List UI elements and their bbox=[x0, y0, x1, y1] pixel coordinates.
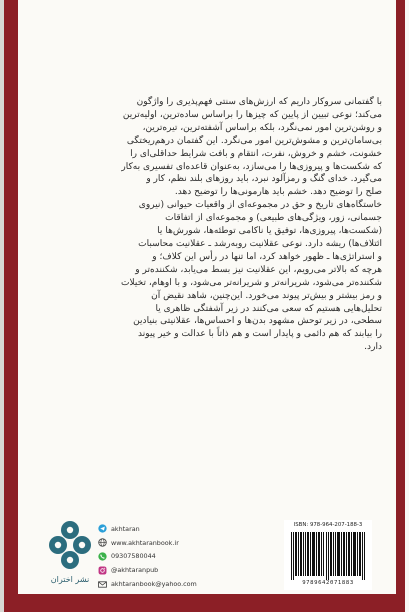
phone-icon bbox=[98, 552, 107, 561]
blurb-line: هرچه که بالاتر می‌رویم، این عقلانیت نیز بسط می‌یابد، شکننده‌تر و bbox=[135, 264, 382, 275]
blurb-line: دارد. bbox=[364, 342, 382, 353]
blurb-line: بی‌سامان‌ترین و مشوش‌ترین امور می‌نگرد. این گفتمان درهم‌ریختگی bbox=[126, 135, 382, 146]
blurb-line: می‌کند؛ نوعی تبیین از پایین که چیزها را براساس ساده‌ترین، اولیه‌ترین bbox=[122, 109, 382, 120]
blurb-line: که شکست‌ها و پیروزی‌ها را می‌سازد، به‌عنوان قاعده‌ای تفسیری به‌کار bbox=[121, 161, 382, 172]
publisher-name: نشر اختران bbox=[50, 575, 90, 584]
globe-icon bbox=[98, 538, 107, 547]
contact-telegram-text: akhtaran bbox=[111, 524, 140, 533]
contact-instagram-text: @akhtaranpub bbox=[111, 566, 159, 575]
blurb-line: و استراتژی‌ها ـ ظهور خواهد کرد، اما تنها در رأس این کلاف؛ و bbox=[152, 251, 382, 262]
isbn-label: ISBN: 978-964-207-188-3 bbox=[293, 522, 363, 528]
blurb-line: را بیابند که هم دائمی و پایدار است و هم ذاتاً با عدالت و خیر پیوند bbox=[138, 329, 382, 340]
blurb-line: شکننده‌تر می‌شود، شریرانه‌تر و شریرانه‌تر می‌شود، و با اوهام، تخیلات bbox=[121, 277, 382, 288]
contact-website[interactable] bbox=[98, 536, 258, 550]
blurb-line: و روشن‌ترین امور نمی‌نگرد، بلکه براساس آشفته‌ترین، تیره‌ترین، bbox=[142, 122, 382, 133]
telegram-icon bbox=[98, 524, 107, 533]
instagram-icon bbox=[98, 566, 107, 575]
blurb-line: خشونت، خشم و خروش، نفرت، انتقام و بافت شرایط حداقلی‌ای را bbox=[130, 148, 382, 159]
publisher-contacts bbox=[98, 522, 258, 591]
blurb-line: با گفتمانی سروکار داریم که ارزش‌های سنتی فهم‌پذیری را واژگون bbox=[136, 97, 382, 107]
publisher-logo bbox=[45, 520, 95, 590]
blurb-line: می‌گیرد. خدای گنگ و رمزآلود نبرد، باید روزهای بلند نظم، کار و bbox=[146, 174, 382, 185]
publisher-logo-mark-icon bbox=[45, 520, 95, 574]
blurb-line: (شکست‌ها، پیروزی‌ها، توفیق یا ناکامی توطئه‌ها، شورش‌ها یا bbox=[157, 226, 382, 237]
contact-email[interactable] bbox=[98, 577, 258, 591]
contact-phone[interactable] bbox=[98, 550, 258, 564]
blurb-line: صلح را توضیح دهد. خشم باید هارمونی‌ها را توضیح دهد. bbox=[174, 187, 382, 198]
blurb-line: خاستگاه‌های تاریخ و حق در مجموعه‌ای از واقعیات حیوانی (نیروی bbox=[138, 200, 382, 211]
barcode-icon bbox=[290, 532, 366, 580]
contact-telegram[interactable] bbox=[98, 522, 258, 536]
contact-email-text: akhtaranbook@yahoo.com bbox=[111, 580, 197, 589]
blurb-line: سطحی، در زیر توحش مشهود بدن‌ها و احساس‌ها، عقلانیتی بنیادین bbox=[133, 316, 382, 327]
blurb-line: تحلیل‌هایی هستیم که سعی می‌کنند در زیر آشفتگی ظاهری یا bbox=[155, 303, 382, 314]
blurb-line: جسمانی، زور، ویژگی‌های طبیعی) و مجموعه‌ای از اتفاقات bbox=[165, 213, 382, 224]
blurb-line: و رمز بیشتر و بیش‌تر پیوند می‌خورد. این‌چنین، شاهد نقیض آن bbox=[151, 290, 382, 301]
isbn-barcode-block bbox=[284, 520, 372, 590]
contact-instagram[interactable] bbox=[98, 563, 258, 577]
email-icon bbox=[98, 580, 107, 589]
contact-website-text: www.akhtaranbook.ir bbox=[111, 538, 179, 547]
barcode-digits: 9789642071883 bbox=[302, 580, 354, 586]
blurb-line: ائتلاف‌ها) ریشه دارد. نوعی عقلانیت رو‌به‌رشد ـ عقلانیت محاسبات bbox=[138, 238, 382, 249]
contact-phone-text: 09307580044 bbox=[111, 552, 156, 561]
back-cover-blurb bbox=[36, 96, 382, 426]
